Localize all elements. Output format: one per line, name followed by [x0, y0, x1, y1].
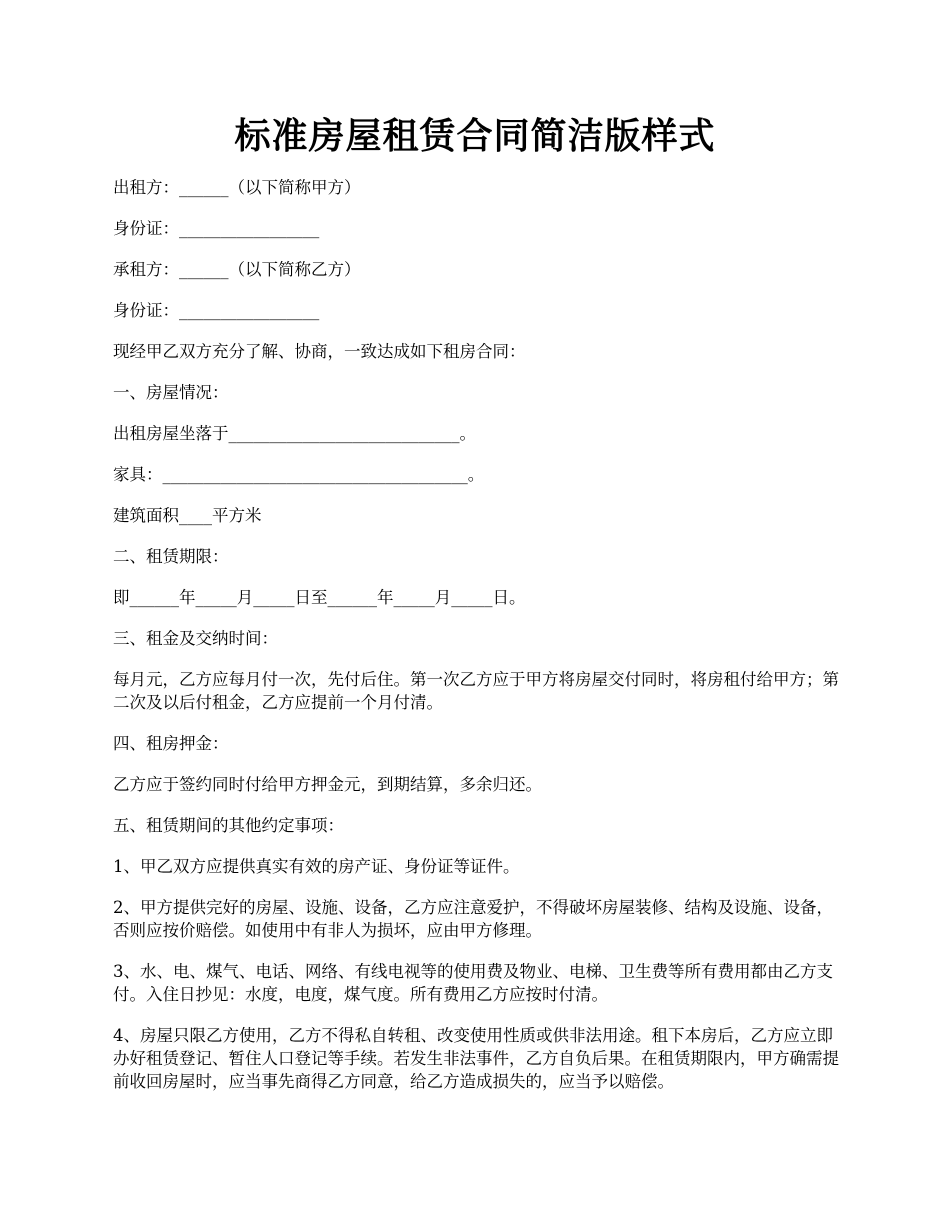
clause-3: 3、水、电、煤气、电话、网络、有线电视等的使用费及物业、电梯、卫生费等所有费用都由乙方支付。入住日抄见：水度，电度，煤气度。所有费用乙方应按时付清。	[113, 962, 833, 1004]
rent-paragraph: 每月元，乙方应每月付一次，先付后住。第一次乙方应于甲方将房屋交付同时，将房租付给甲方；第二次及以后付租金，乙方应提前一个月付清。	[113, 670, 839, 712]
section-heading-term: 二、租赁期限：	[113, 547, 229, 566]
section-heading-deposit: 四、租房押金：	[113, 734, 229, 753]
furniture-line: 家具：_____________________________________。	[113, 465, 485, 484]
section-heading-house: 一、房屋情况：	[113, 383, 229, 402]
section-heading-rent: 三、租金及交纳时间：	[113, 629, 278, 648]
clause-2: 2、甲方提供完好的房屋、设施、设备，乙方应注意爱护，不得破坏房屋装修、结构及设施、设备，否则应按价赔偿。如使用中有非人为损坏，应由甲方修理。	[113, 898, 833, 940]
document-body	[113, 176, 839, 1111]
lessee-id-line: 身份证：_________________	[113, 301, 320, 320]
intro-paragraph: 现经甲乙双方充分了解、协商，一致达成如下租房合同：	[113, 342, 526, 361]
document-title: 标准房屋租赁合同简洁版样式	[234, 115, 716, 157]
clause-4: 4、房屋只限乙方使用，乙方不得私自转租、改变使用性质或供非法用途。租下本房后，乙方应立即办好租赁登记、暂住人口登记等手续。若发生非法事件，乙方自负后果。在租赁期限内，甲方确需提前收回房屋时，应当事先商得乙方同意，给乙方造成损失的，应当予以赔偿。	[113, 1026, 839, 1091]
deposit-paragraph: 乙方应于签约同时付给甲方押金元，到期结算，多余归还。	[113, 775, 542, 794]
house-location-line: 出租房屋坐落于____________________________。	[113, 424, 476, 443]
area-line: 建筑面积____平方米	[113, 506, 262, 525]
lessor-line: 出租方：______（以下简称甲方）	[113, 178, 361, 197]
lessee-line: 承租方：______（以下简称乙方）	[113, 260, 361, 279]
lessor-id-line: 身份证：_________________	[113, 219, 320, 238]
section-heading-other-terms: 五、租赁期间的其他约定事项：	[113, 816, 344, 835]
clause-1: 1、甲乙双方应提供真实有效的房产证、身份证等证件。	[113, 857, 520, 876]
term-line: 即______年_____月_____日至______年_____月_____日。	[113, 588, 526, 607]
